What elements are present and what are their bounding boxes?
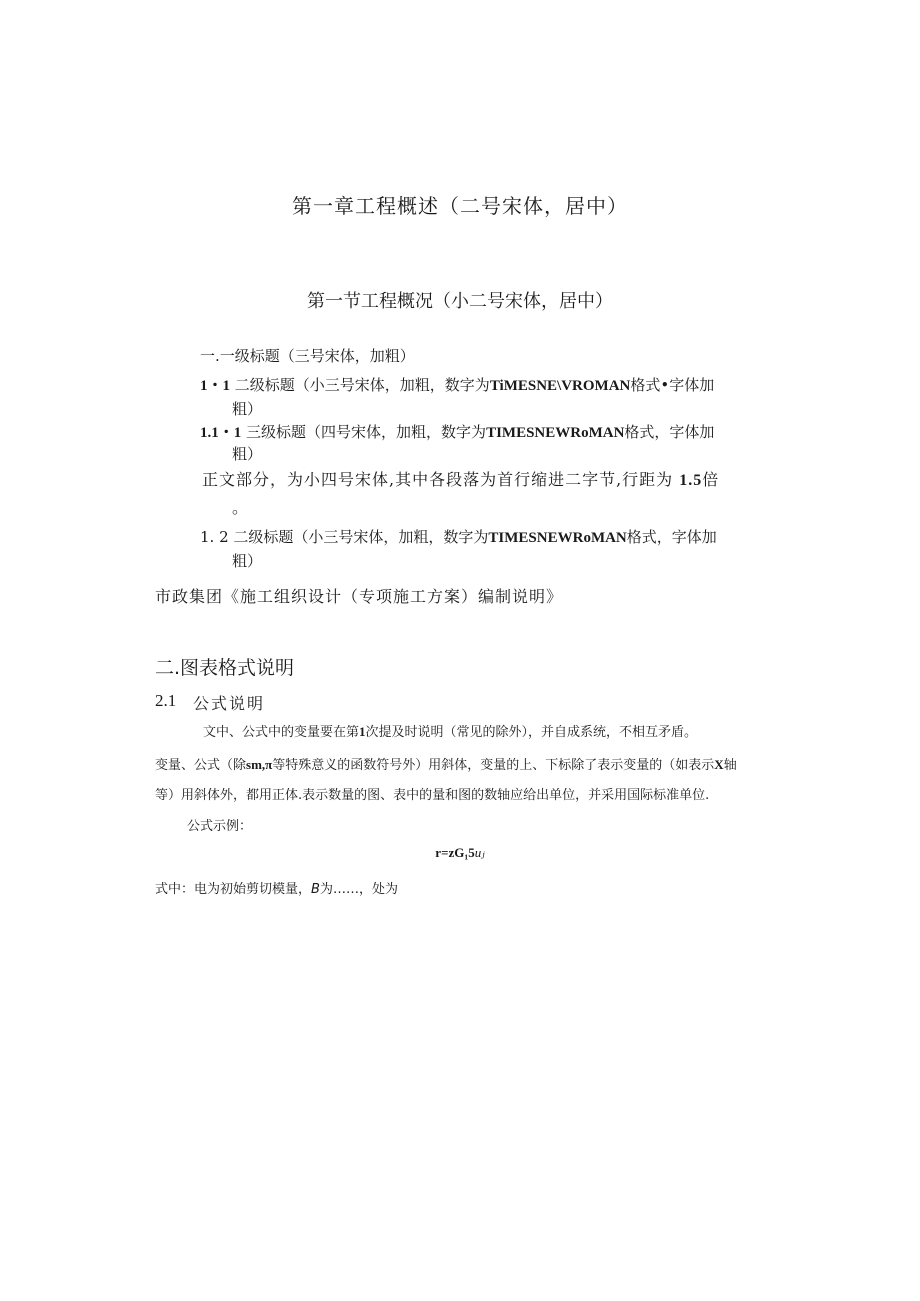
heading-level-2-first [200,374,714,395]
formula [0,845,920,861]
heading-text: 二级标题（小三号宋体，加粗，数字为 [234,376,490,394]
heading-text-tail: 格式，字体加 [624,423,715,441]
paragraph-latin: sm,π [246,757,273,772]
formula-example-label: 公式示例： [187,819,253,834]
paragraph-variables [203,721,697,740]
explanation-variable: B [311,882,320,897]
body-text-main: 正文部分，为小四号宋体,其中各段落为首行缩进二字节,行距为 [202,470,674,489]
body-text [202,467,719,490]
body-text-number: 1.5 [679,472,703,489]
part-2-heading: 二.图表格式说明 [155,657,295,679]
subsection-title: 公式说明 [193,694,266,713]
heading-number: 1・1 [200,378,231,394]
paragraph-axis-letter: X [714,757,724,772]
explanation-text-tail: 为……，处为 [319,882,398,897]
formula-main: r=zG₁5 [435,845,475,860]
paragraph-text-mid: 等特殊意义的函数符号外）用斜体，变量的上、下标除了表示变量的（如表示 [272,758,715,773]
heading-latin: TIMESNEWRoMAN [488,530,627,546]
heading-text: 三级标题（四号宋体，加粗，数字为 [246,423,487,441]
paragraph-italic-rules [155,754,737,773]
paragraph-text: 变量、公式（除 [155,758,247,773]
document-title-line: 市政集团《施工组织设计（专项施工方案）编制说明》 [155,587,564,606]
chapter-title: 第一章工程概述（二号宋体，居中） [292,194,628,218]
heading-text-tail: 格式，字体加 [626,528,717,546]
formula-explanation [155,878,398,897]
body-text-tail: 倍 [702,470,720,489]
heading-level-2-second-cont: 粗） [232,552,263,570]
heading-latin: TIMESNEWRoMAN [486,425,625,441]
heading-text: 二级标题（小三号宋体，加粗，数字为 [233,528,489,546]
heading-number: 1. 2 [200,528,229,546]
subsection-number: 2.1 [155,691,177,710]
heading-latin: TiMESNE\VROMAN [489,378,631,394]
body-text-cont: 。 [232,498,249,517]
heading-level-1: 一.一级标题（三号宋体，加粗） [200,347,415,365]
heading-level-3-cont: 粗） [232,445,263,463]
paragraph-text: 文中、公式中的变量要在第 [203,725,360,740]
heading-number: 1.1・1 [200,425,242,441]
heading-text-tail: 格式•字体加 [630,376,715,394]
paragraph-number: 1 [359,724,366,739]
paragraph-text-tail: 次提及时说明（常见的除外），并自成系统，不相互矛盾。 [365,725,698,740]
heading-level-2-second [200,526,717,547]
explanation-text: 式中：电为初始剪切模量， [155,882,312,897]
paragraph-text-tail: 轴 [723,758,737,773]
paragraph-italic-rules-cont: 等）用斜体外，都用正体.表示数量的图、表中的量和图的数轴应给出单位，并采用国际标准单位. [155,788,710,803]
section-title: 第一节工程概况（小二号宋体，居中） [307,291,613,312]
heading-level-2-first-cont: 粗） [232,400,263,418]
formula-italic: uⱼ [474,845,485,860]
heading-level-3 [200,421,714,442]
